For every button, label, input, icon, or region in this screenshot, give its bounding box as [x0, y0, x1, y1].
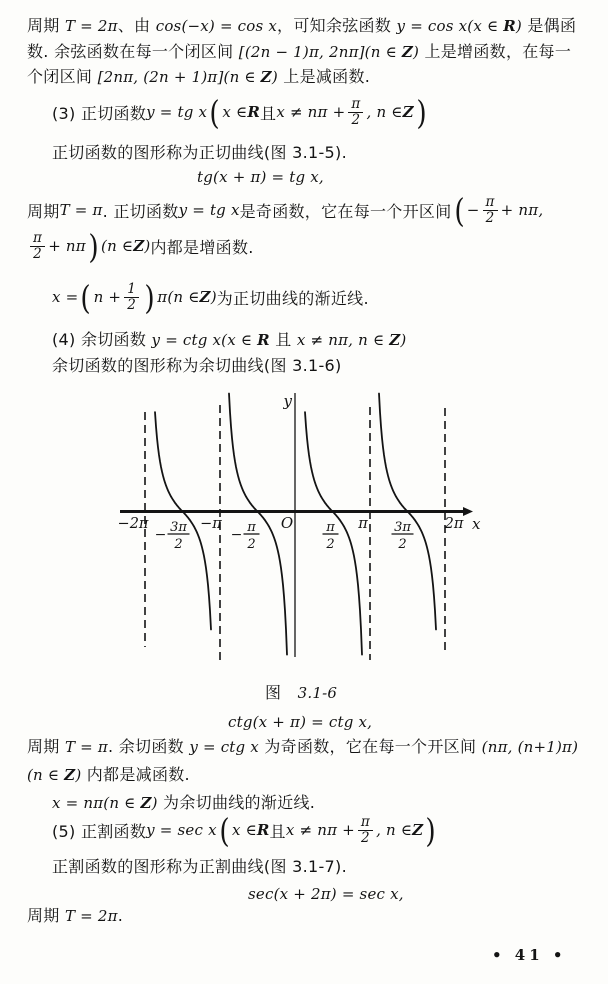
- math-run: x ≠ nπ +: [285, 821, 355, 839]
- math-set-symbol: R: [257, 331, 270, 349]
- math-set-symbol: Z: [64, 766, 76, 784]
- math-run: , n ∈: [366, 103, 403, 121]
- cosine-line-3: [27, 67, 370, 87]
- fraction-numerator: π: [360, 814, 371, 831]
- cotangent-graph-note: [52, 356, 342, 376]
- text-run: 为余切曲线的渐近线.: [157, 793, 316, 812]
- cotangent-curve-figure: [95, 388, 495, 678]
- text-run: 个闭区间: [27, 67, 98, 86]
- axis-tick-label: 2π: [444, 516, 464, 532]
- fraction: [358, 815, 373, 844]
- math-run: x =: [52, 288, 79, 306]
- math-run: cos(−x) = cos x: [155, 17, 278, 35]
- math-run: + nπ: [48, 237, 86, 255]
- big-paren: (: [219, 810, 230, 850]
- fraction-denominator: 2: [247, 537, 256, 552]
- text-run: 为正切曲线的渐近线.: [216, 288, 369, 308]
- text-run: 周期: [27, 201, 60, 221]
- secant-identity: [248, 884, 404, 904]
- math-set-symbol: R: [256, 821, 270, 839]
- text-run: 、由: [117, 16, 156, 35]
- math-run: ): [144, 237, 151, 255]
- tangent-identity: [197, 167, 324, 187]
- text-run: 周期: [27, 737, 65, 756]
- math-run: y = ctg x: [189, 738, 259, 756]
- cotangent-definition: [52, 330, 406, 350]
- y-axis-label: y: [283, 392, 292, 410]
- fraction-numerator: π: [247, 520, 256, 535]
- math-run: x ∈: [222, 103, 248, 121]
- text-run: 图: [265, 683, 298, 702]
- cosine-line-2: [27, 42, 571, 62]
- text-run: 周期: [27, 16, 65, 35]
- fraction: [124, 282, 139, 311]
- secant-definition: [52, 810, 439, 850]
- axis-tick-fraction: [323, 520, 339, 552]
- axis-tick-fraction: [231, 520, 260, 552]
- math-run: T = π: [65, 738, 108, 756]
- math-run: T = π: [59, 201, 103, 219]
- math-set-symbol: Z: [140, 794, 152, 812]
- math-run: x ≠ nπ +: [276, 103, 346, 121]
- math-run: , n ∈: [376, 821, 413, 839]
- math-run: (n ∈: [101, 237, 134, 255]
- math-set-symbol: Z: [133, 237, 145, 255]
- fraction-denominator: 2: [358, 830, 373, 845]
- math-run: y = tg x: [178, 201, 240, 219]
- text-run: ，可知余弦函数: [277, 16, 397, 35]
- fraction-denominator: 2: [124, 297, 139, 312]
- math-run: π(n ∈: [157, 288, 200, 306]
- math-set-symbol: Z: [260, 68, 272, 86]
- cotangent-curve-branch: [229, 394, 287, 655]
- text-run: 上是减函数.: [277, 67, 371, 86]
- text-run: 内都是减函数.: [81, 765, 190, 784]
- text-run: . 正切函数: [102, 201, 179, 221]
- math-set-symbol: Z: [402, 103, 414, 121]
- fraction-denominator: 2: [30, 246, 45, 261]
- fraction-numerator: 1: [127, 281, 137, 298]
- fraction-numerator: 3π: [394, 520, 411, 535]
- cotangent-odd-line-1: [27, 737, 578, 757]
- tangent-asymptote: [52, 277, 369, 317]
- text-run: 且: [269, 330, 297, 349]
- math-run: 3.1-6: [297, 684, 338, 702]
- fraction-numerator: π: [351, 96, 361, 113]
- math-run: y = ctg x(x ∈: [151, 331, 258, 349]
- text-run: 是奇函数，它在每一个开区间: [239, 201, 452, 221]
- text-run: (5) 正割函数: [52, 821, 147, 841]
- math-run: −: [466, 201, 480, 219]
- text-run: 是偶函: [521, 16, 577, 35]
- math-run: [(2n − 1)π, 2nπ](n ∈: [238, 43, 402, 61]
- text-run: 且: [269, 821, 286, 841]
- fraction-denominator: 2: [174, 537, 183, 552]
- text-run: 正切函数的图形称为正切曲线(图 3.1-5).: [52, 143, 347, 162]
- big-paren: (: [80, 277, 92, 317]
- math-run: (n ∈: [27, 766, 65, 784]
- big-paren: (: [453, 190, 465, 230]
- secant-graph-note: [52, 857, 347, 877]
- math-run: ): [413, 43, 420, 61]
- fraction-numerator: π: [326, 520, 335, 535]
- fraction-numerator: π: [485, 194, 495, 211]
- origin-label: O: [280, 514, 294, 532]
- math-run: sec(x + 2π) = sec x,: [248, 885, 404, 903]
- fraction: [348, 97, 363, 126]
- math-run: ): [75, 766, 82, 784]
- text-run: 为奇函数，它在每一个开区间: [258, 737, 482, 756]
- math-set-symbol: Z: [389, 331, 401, 349]
- math-run: + nπ,: [500, 201, 544, 219]
- text-run: 上是增函数，在每一: [419, 42, 572, 61]
- fraction-denominator: 2: [398, 537, 407, 552]
- text-run: 余切函数的图形称为余切曲线(图 3.1-6): [52, 356, 342, 375]
- math-run: ): [151, 794, 158, 812]
- text-run: (3) 正切函数: [52, 103, 147, 123]
- fraction-numerator: 3π: [170, 520, 187, 535]
- tangent-definition: [52, 92, 429, 132]
- big-paren: ): [425, 810, 437, 850]
- math-run: T = 2π: [65, 907, 118, 925]
- math-set-symbol: Z: [199, 288, 211, 306]
- tangent-odd-line-1: [27, 190, 543, 230]
- axis-tick-fraction: [155, 520, 190, 552]
- fraction-denominator: 2: [348, 112, 363, 127]
- fraction-minus: −: [154, 527, 167, 543]
- cotangent-identity: [228, 712, 372, 732]
- fraction-numerator: π: [33, 230, 43, 247]
- text-run: (4) 余切函数: [52, 330, 152, 349]
- big-paren: ): [416, 92, 427, 132]
- math-run: tg(x + π) = tg x,: [197, 168, 324, 186]
- tangent-graph-note: [52, 143, 347, 163]
- axis-tick-fraction: [392, 520, 414, 552]
- math-run: T = 2π: [65, 17, 118, 35]
- math-set-symbol: Z: [412, 821, 424, 839]
- fraction: [482, 195, 497, 224]
- big-paren: (: [209, 92, 221, 132]
- big-paren: ): [144, 277, 155, 317]
- axis-tick-label: −2π: [117, 516, 149, 532]
- text-run: 且: [260, 103, 277, 123]
- math-run: ctg(x + π) = ctg x,: [228, 713, 373, 731]
- tangent-odd-line-2: [27, 226, 254, 266]
- text-run: 数. 余弦函数在每一个闭区间: [27, 42, 239, 61]
- text-run: 内都是增函数.: [150, 237, 254, 257]
- math-set-symbol: R: [503, 17, 516, 35]
- fraction-denominator: 2: [326, 537, 335, 552]
- fraction-minus: −: [230, 527, 243, 543]
- secant-period: [27, 906, 123, 926]
- math-run: ): [271, 68, 278, 86]
- math-set-symbol: R: [247, 103, 260, 121]
- math-run: x ∈: [231, 821, 257, 839]
- fraction: [30, 231, 45, 260]
- math-run: y = sec x: [146, 821, 217, 839]
- axis-tick-label: −π: [200, 516, 222, 532]
- math-run: (nπ, (n+1)π): [481, 738, 579, 756]
- text-run: 正割函数的图形称为正割曲线(图 3.1-7).: [52, 857, 347, 876]
- cotangent-odd-line-2: [27, 765, 190, 785]
- math-set-symbol: Z: [401, 43, 413, 61]
- page-number: • 41 •: [492, 946, 567, 964]
- math-run: y = cos x(x ∈: [396, 17, 504, 35]
- cosine-line-1: [27, 16, 576, 36]
- math-run: y = tg x: [146, 103, 208, 121]
- big-paren: ): [88, 226, 99, 266]
- math-run: x = nπ(n ∈: [52, 794, 141, 812]
- fraction-denominator: 2: [483, 210, 498, 225]
- text-run: 周期: [27, 906, 65, 925]
- math-run: n +: [93, 288, 122, 306]
- axis-tick-label: π: [358, 516, 368, 532]
- math-run: [2nπ, (2n + 1)π](n ∈: [97, 68, 261, 86]
- x-axis-label: x: [472, 515, 481, 533]
- math-run: ): [400, 331, 407, 349]
- text-run: .: [117, 906, 124, 925]
- math-run: ): [515, 17, 522, 35]
- math-run: x ≠ nπ, n ∈: [296, 331, 390, 349]
- text-run: . 余切函数: [107, 737, 190, 756]
- math-run: ): [210, 288, 217, 306]
- figure-caption: [265, 683, 337, 703]
